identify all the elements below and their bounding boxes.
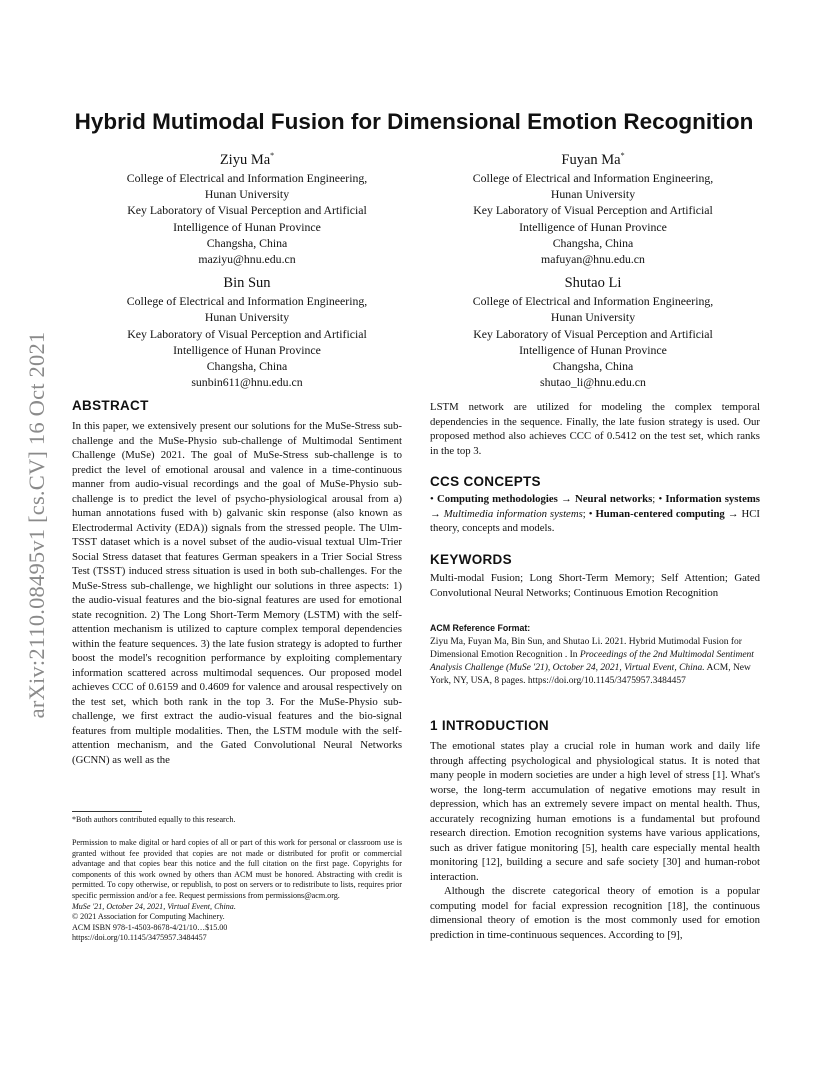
abstract-text: In this paper, we extensively present our solutions for the MuSe-Stress sub-challenge and the MuSe-Physio sub-challenge of Multimodal Sentiment Challenge (MuSe) 2021. The goal of MuSe-Stress sub-challenge is to predict the level of emotional arousal and valence in a time-continuous manner from audio-visual recordings and the goal of MuSe-Physio sub-challenge is to predict the level of psycho-physiological arousal from a) human annotations fused with b) galvanic skin response (also known as Electrodermal Activity (EDA)) signals from the stressed people. The Ulm-TSST dataset which is a novel subset of the audio-visual textual Ulm-Trier Social Stress dataset that features German speakers in a Trier Social Stress Test (TSST) induced stress situation is used in both sub-challenges. For the MuSe-Stress sub-challenge, we highlight our solutions in three aspects: 1) the audio-visual features and the bio-signal features are used for emotional state recognition. 2) The Long Short-Term Memory (LSTM) with the self-attention mechanism is utilized to capture complex temporal dependencies within the feature sequences. 3) the late fusion strategy is adopted to further boost the model's recognition performance by exploiting complementary information scattered across multimodal sequences. Our proposed model achieves CCC of 0.6159 and 0.4609 for valence and arousal respectively on the test set, which both rank in the top 3. For the MuSe-Physio sub-challenge, we first extract the audio-visual features and the bio-signal features from multiple modalities. Then, the LSTM module with the self-attention mechanism, and the Gated Convolutional Neural Networks (GCNN) as well as the: [72, 420, 402, 766]
ccs-term: Computing methodologies: [436, 493, 558, 505]
author-name: Bin Sun: [223, 275, 271, 291]
abstract-continuation: [430, 400, 760, 458]
abstract-heading: ABSTRACT: [72, 398, 149, 413]
author-affiliation: Intelligence of Hunan Province: [173, 342, 321, 357]
author-block-4: [418, 274, 768, 391]
abstract-continuation-text: LSTM network are utilized for modeling the complex temporal dependencies in the sequence. Finally, the late fusion strategy is used. Our proposed method also achieves CCC of 0.5412 on the test set, which ranks in the top 3.: [430, 401, 760, 457]
author-affiliation: Intelligence of Hunan Province: [519, 219, 667, 234]
doi-line: https://doi.org/10.1145/3475957.3484457: [72, 933, 207, 943]
keywords-heading: KEYWORDS: [430, 552, 512, 567]
footnote: *Both authors contributed equally to this research.: [72, 815, 236, 824]
footnote-rule: [72, 811, 142, 812]
author-email: sunbin611@hnu.edu.cn: [191, 375, 303, 390]
author-name: Shutao Li: [564, 275, 622, 291]
author-email: maziyu@hnu.edu.cn: [198, 252, 296, 267]
author-location: Changsha, China: [206, 236, 288, 251]
author-name: Fuyan Ma*: [561, 151, 625, 168]
author-block-2: [418, 146, 768, 268]
ccs-term: Neural networks: [575, 493, 653, 505]
author-name: Ziyu Ma*: [219, 151, 275, 168]
intro-paragraph: Although the discrete categorical theory of emotion is a popular computing model for facial expression recognition [18], the continuous dimensional theory of emotion is the most commonly used for emotion prediction in time-continuous sequences. According to [9],: [430, 885, 760, 941]
author-affiliation: College of Electrical and Information Engineering,: [126, 170, 368, 185]
acm-ref-tail: ACM, New York, NY, USA, 8 pages. https://doi.org/10.1145/3475957.3484457: [430, 663, 751, 687]
keywords-text: Multi-modal Fusion; Long Short-Term Memory; Self Attention; Gated Convolutional Neural Networks; Continuous Emotion Recognition: [430, 572, 760, 599]
author-email: mafuyan@hnu.edu.cn: [541, 252, 645, 267]
ccs-term: Information systems: [665, 493, 760, 505]
author-affiliation: College of Electrical and Information Engineering,: [126, 294, 368, 308]
paper-title: Hybrid Mutimodal Fusion for Dimensional Emotion Recognition: [74, 109, 754, 134]
author-email: shutao_li@hnu.edu.cn: [540, 375, 646, 390]
permission-block: [72, 838, 402, 944]
ccs-heading: CCS CONCEPTS: [430, 474, 541, 489]
author-affiliation: Hunan University: [204, 187, 290, 202]
abstract-section: [72, 398, 402, 413]
permission-text: Permission to make digital or hard copies of all or part of this work for personal or classroom use is granted without fee provided that copies are not made or distributed for profit or commercial advantage and that copies bear this notice and the full citation on the first page. Copyrights for components of this work owned by others than ACM must be honored. Abstracting with credit is permitted. To copy otherwise, or republish, to post on servers or to redistribute to lists, requires prior specific permission and/or a fee. Request permissions from permissions@acm.org.: [72, 838, 402, 900]
venue-line: MuSe '21, October 24, 2021, Virtual Event, China.: [72, 901, 236, 911]
ccs-term: Human-centered computing: [595, 507, 725, 520]
ccs-term: Multimedia information systems: [443, 507, 583, 520]
author-block-3: [72, 274, 422, 391]
acm-reference: [430, 636, 760, 688]
ccs-concepts: • Computing methodologies → Neural networks; • Information systems → Multimedia information systems; • Human-centered computing → HCI theory, concepts and models.: [430, 493, 760, 534]
acm-ref-proceedings: Proceedings of the 2nd Multimodal Sentiment Analysis Challenge (MuSe '21), October 24, 2021, Virtual Event, China.: [430, 650, 754, 674]
arxiv-identifier: [20, 290, 54, 760]
intro-paragraph: The emotional states play a crucial role in human work and daily life through affecting psychological and physiological status. It is noted that many people in modern societies are under a high level of stress [1]. What's worse, the long-term accumulation of negative emotions may result in depression, which has an extremely severe impact on mental health. Thus, accurately recognizing human emotions is a fundamental but profound research direction. Emotion recognition systems have various applications, such as driver fatigue monitoring [5], health care especially mental health monitoring [12], building a secure and safe society [30] and human-robot interaction.: [430, 740, 760, 883]
author-affiliation: College of Electrical and Information Engineering,: [472, 170, 714, 185]
author-affiliation: Key Laboratory of Visual Perception and Artificial: [473, 326, 713, 341]
abstract-body: [72, 419, 402, 767]
author-affiliation: Intelligence of Hunan Province: [519, 342, 667, 357]
introduction-body: [430, 739, 760, 942]
author-location: Changsha, China: [206, 359, 288, 374]
author-location: Changsha, China: [552, 359, 634, 374]
acm-ref-heading: ACM Reference Format:: [430, 623, 531, 633]
isbn-line: ACM ISBN 978-1-4503-8678-4/21/10…$15.00: [72, 922, 228, 932]
author-affiliation: Hunan University: [204, 310, 290, 325]
arxiv-identifier-text: arXiv:2110.08495v1 [cs.CV] 16 Oct 2021: [24, 331, 49, 719]
author-affiliation: Key Laboratory of Visual Perception and Artificial: [473, 203, 713, 218]
introduction-heading: 1 INTRODUCTION: [430, 718, 549, 733]
acm-ref-authors: Ziyu Ma, Fuyan Ma, Bin Sun, and Shutao Li. 2021. Hybrid Mutimodal Fusion for Dimensional Emotion Recognition . In: [430, 637, 742, 661]
author-affiliation: Hunan University: [550, 187, 636, 202]
author-affiliation: Hunan University: [550, 310, 636, 325]
author-location: Changsha, China: [552, 236, 634, 251]
author-block-1: [72, 146, 422, 268]
copyright-line: © 2021 Association for Computing Machinery.: [72, 912, 225, 922]
author-affiliation: College of Electrical and Information Engineering,: [472, 294, 714, 308]
author-affiliation: Key Laboratory of Visual Perception and Artificial: [127, 326, 367, 341]
author-affiliation: Key Laboratory of Visual Perception and Artificial: [127, 203, 367, 218]
ccs-term: HCI theory, concepts and models.: [430, 507, 760, 534]
author-affiliation: Intelligence of Hunan Province: [173, 219, 321, 234]
